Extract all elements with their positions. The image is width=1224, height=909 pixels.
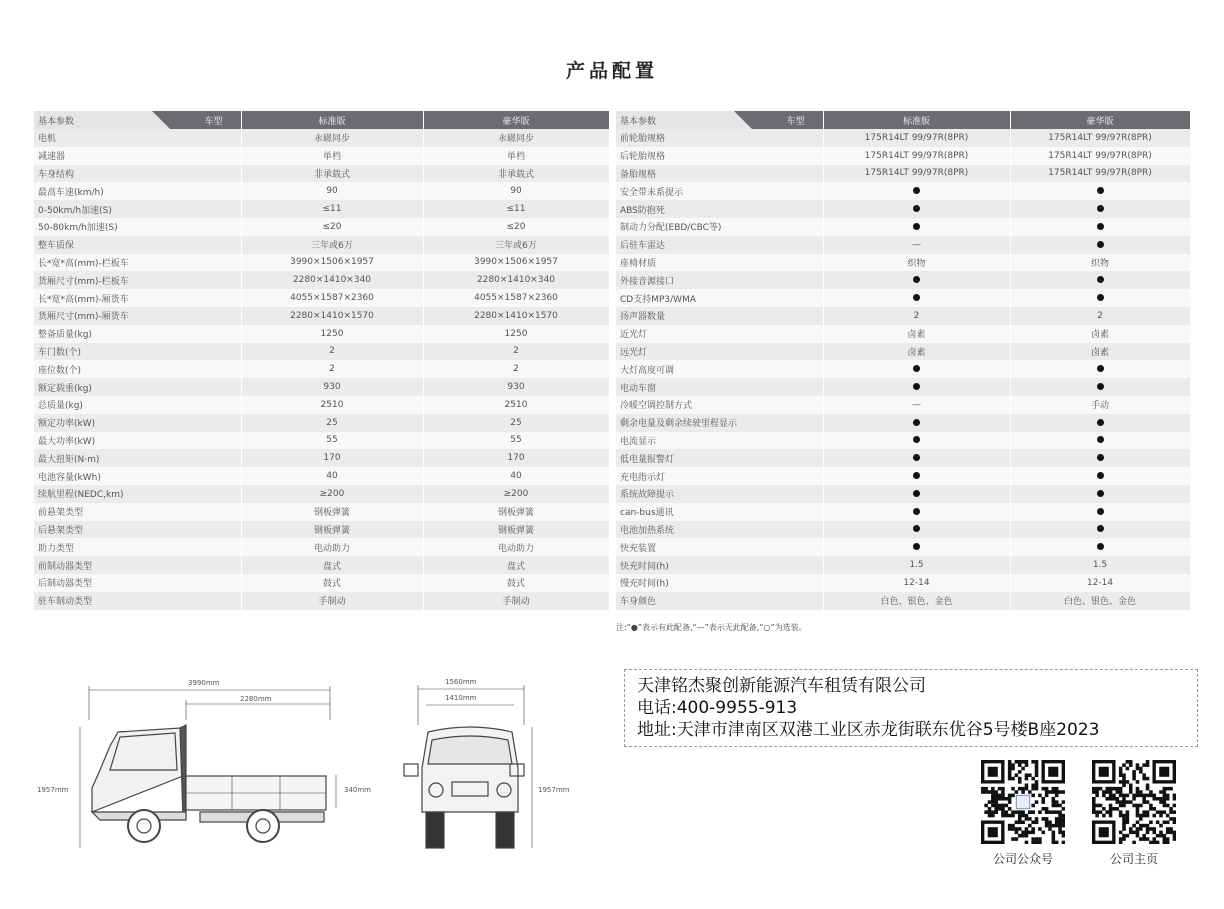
spec-label-cell: 电池容量(kWh) [34,467,241,485]
spec-label-cell: 整备质量(kg) [34,325,241,343]
standard-value-cell: 电动助力 [241,538,423,556]
standard-value-cell: 175R14LT 99/97R(8PR) [823,129,1010,147]
deluxe-value-cell: 盘式 [423,556,609,574]
header-model-label: 车型 [786,117,805,127]
equipped-dot-icon [1097,543,1104,550]
deluxe-value-cell [1010,200,1190,218]
table-row [34,503,609,521]
spec-label-cell: 车门数(个) [34,343,241,361]
equipped-dot-icon [913,187,920,194]
spec-label-cell: 减速器 [34,147,241,165]
table-row [616,485,1190,503]
equipped-dot-icon [1097,490,1104,497]
standard-value-cell: 盘式 [241,556,423,574]
table-row [616,503,1190,521]
standard-value-cell: 175R14LT 99/97R(8PR) [823,147,1010,165]
standard-value-cell: 930 [241,378,423,396]
homepage-qr-code[interactable] [1092,760,1176,844]
spec-label-cell: 驻车制动类型 [34,592,241,610]
spec-label-cell: 助力类型 [34,538,241,556]
spec-label-cell: 前制动器类型 [34,556,241,574]
table-row [616,592,1190,610]
spec-label-cell: 电机 [34,129,241,147]
standard-value-cell: 卤素 [823,343,1010,361]
spec-label-cell: 外接音源接口 [616,271,823,289]
standard-value-cell: 2 [241,343,423,361]
spec-label-cell: CD支持MP3/WMA [616,289,823,307]
table-row [34,592,609,610]
standard-value-cell: 卤素 [823,325,1010,343]
spec-label-cell: 最高车速(km/h) [34,182,241,200]
standard-value-cell: 永磁同步 [241,129,423,147]
spec-label-cell: 整车质保 [34,236,241,254]
standard-value-cell: 40 [241,467,423,485]
table-row [616,289,1190,307]
deluxe-value-cell: 175R14LT 99/97R(8PR) [1010,129,1190,147]
spec-label-cell: 长*宽*高(mm)-栏板车 [34,254,241,272]
standard-value-cell: 鼓式 [241,574,423,592]
standard-value-cell: 25 [241,414,423,432]
standard-value-cell [823,538,1010,556]
spec-label-cell: 大灯高度可调 [616,360,823,378]
spec-label-cell: 额定功率(kW) [34,414,241,432]
standard-value-cell: 2280×1410×340 [241,271,423,289]
spec-label-cell: 快充时间(h) [616,556,823,574]
standard-value-cell [823,414,1010,432]
spec-label-cell: 充电指示灯 [616,467,823,485]
equipped-dot-icon [913,365,920,372]
standard-value-cell [823,378,1010,396]
equipped-dot-icon [913,543,920,550]
standard-value-cell [823,289,1010,307]
deluxe-value-cell: 90 [423,182,609,200]
legend-footnote: 注:“●”表示有此配备,“—”表示无此配备,“○”为选装。 [616,623,807,632]
standard-value-cell [823,485,1010,503]
table-row [34,574,609,592]
equipped-dot-icon [913,525,920,532]
spec-label-cell: 0-50km/h加速(S) [34,200,241,218]
deluxe-value-cell: 手动 [1010,396,1190,414]
table-row [616,165,1190,183]
company-info-box [624,669,1198,747]
standard-value-cell: 4055×1587×2360 [241,289,423,307]
standard-value-cell: ≤11 [241,200,423,218]
deluxe-value-cell: 非承载式 [423,165,609,183]
deluxe-value-cell: 2 [1010,307,1190,325]
spec-label-cell: 货厢尺寸(mm)-厢货车 [34,307,241,325]
standard-value-cell [823,200,1010,218]
spec-table-right [616,111,1191,610]
spec-label-cell: 制动力分配(EBD/CBC等) [616,218,823,236]
deluxe-value-cell: 单档 [423,147,609,165]
deluxe-value-cell: ≤11 [423,200,609,218]
equipped-dot-icon [1097,187,1104,194]
standard-value-cell [823,521,1010,539]
standard-value-cell: 3990×1506×1957 [241,254,423,272]
standard-value-cell: 单档 [241,147,423,165]
table-row [34,271,609,289]
header-deluxe-label: 豪华版 [1010,111,1190,129]
header-standard-label: 标准版 [823,111,1010,129]
table-row [34,467,609,485]
table-row [34,236,609,254]
standard-value-cell: 175R14LT 99/97R(8PR) [823,165,1010,183]
company-phone: 电话:400-9955-913 [637,698,798,718]
deluxe-value-cell: 175R14LT 99/97R(8PR) [1010,147,1190,165]
table-row [616,574,1190,592]
standard-value-cell [823,449,1010,467]
deluxe-value-cell: 卤素 [1010,325,1190,343]
dim-front-height: 1957mm [538,786,570,794]
spec-label-cell: 后驻车雷达 [616,236,823,254]
deluxe-value-cell: 钢板弹簧 [423,503,609,521]
table-row [616,343,1190,361]
deluxe-value-cell [1010,182,1190,200]
table-header-row [34,111,609,129]
deluxe-value-cell [1010,449,1190,467]
equipped-dot-icon [1097,205,1104,212]
spec-table-left [34,111,610,610]
table-row [616,218,1190,236]
standard-value-cell [823,218,1010,236]
table-row [34,165,609,183]
standard-value-cell: 2280×1410×1570 [241,307,423,325]
spec-label-cell: ABS防抱死 [616,200,823,218]
standard-value-cell: 1250 [241,325,423,343]
deluxe-value-cell: 12-14 [1010,574,1190,592]
standard-value-cell: 三年或6万 [241,236,423,254]
deluxe-value-cell: 1250 [423,325,609,343]
standard-value-cell: 90 [241,182,423,200]
spec-label-cell: 近光灯 [616,325,823,343]
deluxe-value-cell: 钢板弹簧 [423,521,609,539]
deluxe-value-cell [1010,378,1190,396]
equipped-dot-icon [913,472,920,479]
equipped-dot-icon [913,490,920,497]
deluxe-value-cell: 25 [423,414,609,432]
deluxe-value-cell [1010,271,1190,289]
equipped-dot-icon [1097,419,1104,426]
dim-side-height: 1957mm [37,786,69,794]
standard-value-cell [823,182,1010,200]
dim-side-cargo: 2280mm [240,695,272,703]
table-row [34,218,609,236]
table-row [616,360,1190,378]
spec-label-cell: 扬声器数量 [616,307,823,325]
official-account-qr-code[interactable] [981,760,1065,844]
deluxe-value-cell [1010,503,1190,521]
deluxe-value-cell: ≤20 [423,218,609,236]
truck-drawings [0,668,600,868]
spec-label-cell: 车身颜色 [616,592,823,610]
deluxe-value-cell [1010,467,1190,485]
standard-value-cell: 2 [241,360,423,378]
table-row [616,414,1190,432]
table-row [616,200,1190,218]
spec-label-cell: 慢充时间(h) [616,574,823,592]
spec-label-cell: 续航里程(NEDC,km) [34,485,241,503]
deluxe-value-cell: 卤素 [1010,343,1190,361]
official-account-label: 公司公众号 [992,852,1053,866]
table-row [34,378,609,396]
standard-value-cell: 1.5 [823,556,1010,574]
equipped-dot-icon [1097,508,1104,515]
page-title: 产品配置 [565,60,658,82]
deluxe-value-cell: 白色、银色、金色 [1010,592,1190,610]
standard-value-cell: — [823,236,1010,254]
standard-value-cell [823,503,1010,521]
table-row [34,485,609,503]
deluxe-value-cell: 2510 [423,396,609,414]
standard-value-cell: 非承载式 [241,165,423,183]
deluxe-value-cell: 930 [423,378,609,396]
equipped-dot-icon [913,223,920,230]
equipped-dot-icon [913,419,920,426]
table-row [616,307,1190,325]
standard-value-cell: 2 [823,307,1010,325]
table-row [34,200,609,218]
spec-label-cell: 剩余电量及剩余续驶里程显示 [616,414,823,432]
header-corner-cell [616,111,823,129]
deluxe-value-cell: 40 [423,467,609,485]
front-view-truck [404,685,532,848]
equipped-dot-icon [1097,472,1104,479]
deluxe-value-cell [1010,432,1190,450]
deluxe-value-cell [1010,289,1190,307]
header-standard-label: 标准版 [241,111,423,129]
deluxe-value-cell: 170 [423,449,609,467]
table-row [34,343,609,361]
equipped-dot-icon [1097,454,1104,461]
deluxe-value-cell [1010,485,1190,503]
deluxe-value-cell [1010,521,1190,539]
spec-label-cell: 最大功率(kW) [34,432,241,450]
deluxe-value-cell [1010,414,1190,432]
table-row [34,449,609,467]
spec-label-cell: 总质量(kg) [34,396,241,414]
table-row [34,396,609,414]
equipped-dot-icon [1097,525,1104,532]
spec-label-cell: 座位数(个) [34,360,241,378]
spec-label-cell: 后制动器类型 [34,574,241,592]
spec-label-cell: 货厢尺寸(mm)-栏板车 [34,271,241,289]
spec-label-cell: 后轮胎规格 [616,147,823,165]
deluxe-value-cell: 2 [423,360,609,378]
spec-label-cell: 电动车窗 [616,378,823,396]
equipped-dot-icon [1097,436,1104,443]
table-row [616,556,1190,574]
company-address: 地址:天津市津南区双港工业区赤龙街联东优谷5号楼B座2023 [637,720,1100,740]
deluxe-value-cell: 1.5 [1010,556,1190,574]
standard-value-cell: 钢板弹簧 [241,503,423,521]
deluxe-value-cell: 3990×1506×1957 [423,254,609,272]
dim-side-length: 3990mm [188,679,220,687]
deluxe-value-cell: ≥200 [423,485,609,503]
table-row [34,289,609,307]
deluxe-value-cell: 2280×1410×1570 [423,307,609,325]
standard-value-cell [823,271,1010,289]
dim-front-track: 1410mm [445,694,477,702]
table-row [34,325,609,343]
equipped-dot-icon [1097,365,1104,372]
spec-label-cell: 系统故障提示 [616,485,823,503]
spec-label-cell: 50-80km/h加速(S) [34,218,241,236]
equipped-dot-icon [1097,276,1104,283]
header-param-label: 基本参数 [38,117,75,127]
deluxe-value-cell: 2 [423,343,609,361]
deluxe-value-cell [1010,218,1190,236]
table-row [34,182,609,200]
standard-value-cell: 钢板弹簧 [241,521,423,539]
standard-value-cell: ≥200 [241,485,423,503]
spec-label-cell: 最大扭矩(N·m) [34,449,241,467]
deluxe-value-cell: 电动助力 [423,538,609,556]
equipped-dot-icon [1097,383,1104,390]
standard-value-cell: 手制动 [241,592,423,610]
table-row [616,378,1190,396]
dim-side-box-height: 340mm [344,786,371,794]
table-header-row [616,111,1190,129]
spec-label-cell: 后悬架类型 [34,521,241,539]
spec-label-cell: 备胎规格 [616,165,823,183]
side-view-truck [80,686,336,848]
spec-label-cell: 远光灯 [616,343,823,361]
spec-label-cell: 冷暖空调控制方式 [616,396,823,414]
table-row [616,432,1190,450]
dim-front-width: 1560mm [445,678,477,686]
equipped-dot-icon [1097,223,1104,230]
equipped-dot-icon [913,436,920,443]
table-row [616,449,1190,467]
deluxe-value-cell: 175R14LT 99/97R(8PR) [1010,165,1190,183]
equipped-dot-icon [913,294,920,301]
standard-value-cell: — [823,396,1010,414]
equipped-dot-icon [913,383,920,390]
standard-value-cell [823,432,1010,450]
standard-value-cell [823,467,1010,485]
deluxe-value-cell: 三年或6万 [423,236,609,254]
standard-value-cell: ≤20 [241,218,423,236]
standard-value-cell: 55 [241,432,423,450]
equipped-dot-icon [1097,294,1104,301]
table-row [34,521,609,539]
equipped-dot-icon [913,454,920,461]
table-row [616,129,1190,147]
deluxe-value-cell [1010,538,1190,556]
header-corner-cell [34,111,241,129]
deluxe-value-cell: 鼓式 [423,574,609,592]
table-row [616,325,1190,343]
spec-label-cell: 电流显示 [616,432,823,450]
spec-label-cell: 低电量报警灯 [616,449,823,467]
company-name: 天津铭杰聚创新能源汽车租赁有限公司 [637,676,926,696]
deluxe-value-cell: 55 [423,432,609,450]
standard-value-cell: 织物 [823,254,1010,272]
deluxe-value-cell: 2280×1410×340 [423,271,609,289]
table-row [34,538,609,556]
standard-value-cell: 2510 [241,396,423,414]
equipped-dot-icon [913,276,920,283]
spec-label-cell: 安全带未系提示 [616,182,823,200]
header-deluxe-label: 豪华版 [423,111,609,129]
spec-label-cell: 前悬架类型 [34,503,241,521]
table-row [616,521,1190,539]
table-row [34,129,609,147]
table-row [616,271,1190,289]
header-param-label: 基本参数 [620,117,657,127]
deluxe-value-cell [1010,360,1190,378]
spec-label-cell: can-bus通讯 [616,503,823,521]
table-row [616,396,1190,414]
standard-value-cell: 170 [241,449,423,467]
equipped-dot-icon [913,508,920,515]
equipped-dot-icon [1097,241,1104,248]
table-row [616,538,1190,556]
spec-label-cell: 车身结构 [34,165,241,183]
table-row [34,307,609,325]
homepage-label: 公司主页 [1109,852,1158,866]
spec-label-cell: 长*宽*高(mm)-厢货车 [34,289,241,307]
table-row [34,360,609,378]
header-model-label: 车型 [204,117,223,127]
deluxe-value-cell: 织物 [1010,254,1190,272]
standard-value-cell: 白色、银色、金色 [823,592,1010,610]
spec-label-cell: 额定载重(kg) [34,378,241,396]
standard-value-cell [823,360,1010,378]
spec-label-cell: 快充装置 [616,538,823,556]
spec-label-cell: 座椅材质 [616,254,823,272]
table-row [616,182,1190,200]
deluxe-value-cell: 永磁同步 [423,129,609,147]
spec-label-cell: 前轮胎规格 [616,129,823,147]
table-row [616,147,1190,165]
table-row [616,254,1190,272]
table-row [616,467,1190,485]
deluxe-value-cell: 手制动 [423,592,609,610]
table-row [34,147,609,165]
table-row [34,414,609,432]
table-row [616,236,1190,254]
table-row [34,432,609,450]
deluxe-value-cell: 4055×1587×2360 [423,289,609,307]
equipped-dot-icon [913,205,920,212]
deluxe-value-cell [1010,236,1190,254]
standard-value-cell: 12-14 [823,574,1010,592]
table-row [34,556,609,574]
table-row [34,254,609,272]
spec-label-cell: 电池加热系统 [616,521,823,539]
